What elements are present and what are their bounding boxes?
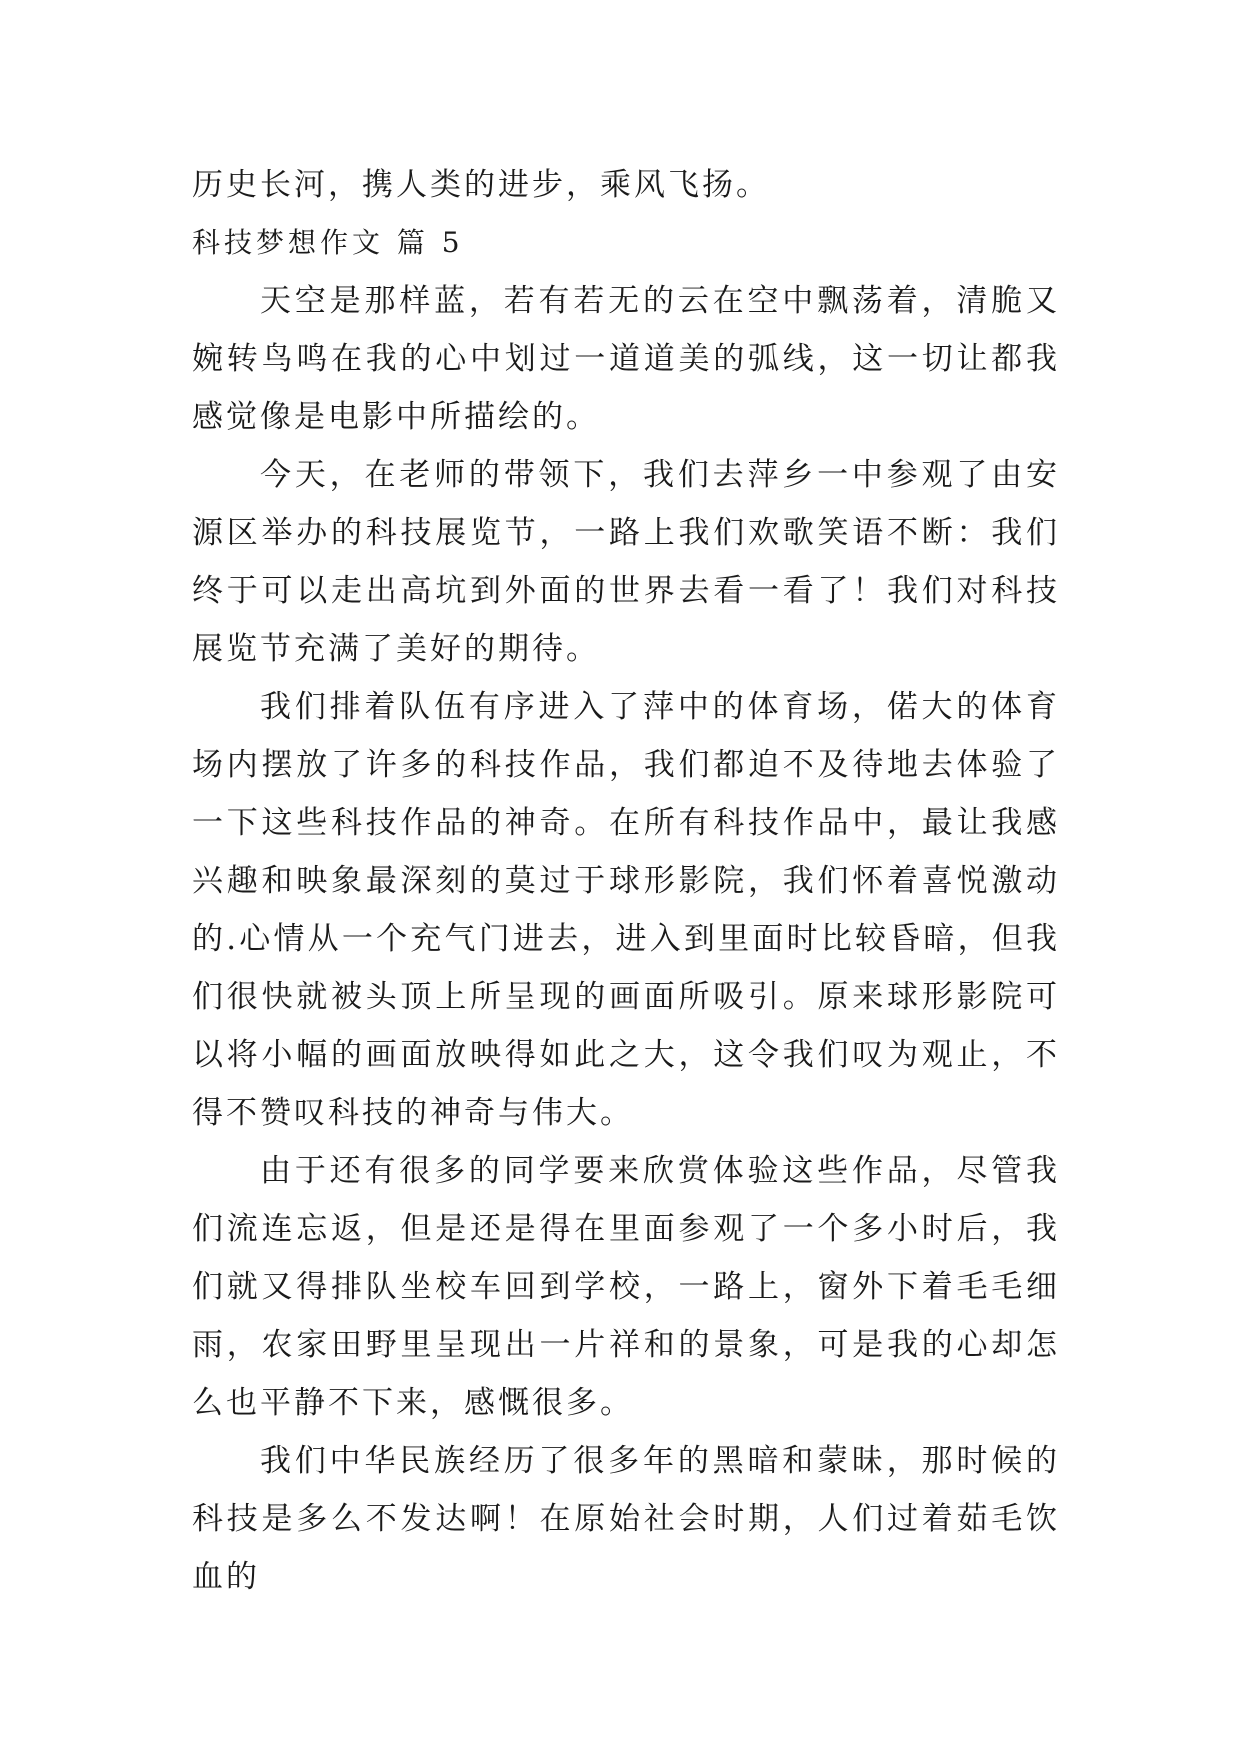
section-title: 科技梦想作文 篇 5: [192, 226, 464, 259]
paragraph-4: 由于还有很多的同学要来欣赏体验这些作品，尽管我们流连忘返，但是还是得在里面参观了一个多小时后，我们就又得排队坐校车回到学校，一路上，窗外下着毛毛细雨，农家田野里呈现出一片祥和的景象，可是我的心却怎么也平静不下来，感慨很多。: [192, 1153, 1060, 1421]
paragraph-2: 今天，在老师的带领下，我们去萍乡一中参观了由安源区举办的科技展览节，一路上我们欢歌笑语不断：我们终于可以走出高坑到外面的世界去看一看了！我们对科技展览节充满了美好的期待。: [192, 457, 1060, 667]
paragraph-5: 我们中华民族经历了很多年的黑暗和蒙昧，那时候的科技是多么不发达啊！在原始社会时期，人们过着茹毛饮血的: [192, 1443, 1060, 1595]
document-body: [192, 156, 1060, 1606]
continuation-line: 历史长河，携人类的进步，乘风飞扬。: [192, 167, 770, 203]
paragraph-1: 天空是那样蓝，若有若无的云在空中飘荡着，清脆又婉转鸟鸣在我的心中划过一道道美的弧线，这一切让都我感觉像是电影中所描绘的。: [192, 283, 1060, 435]
paragraph-3: 我们排着队伍有序进入了萍中的体育场，偌大的体育场内摆放了许多的科技作品，我们都迫不及待地去体验了一下这些科技作品的神奇。在所有科技作品中，最让我感兴趣和映象最深刻的莫过于球形影院，我们怀着喜悦激动的.心情从一个充气门进去，进入到里面时比较昏暗，但我们很快就被头顶上所呈现的画面所吸引。原来球形影院可以将小幅的画面放映得如此之大，这令我们叹为观止，不得不赞叹科技的神奇与伟大。: [192, 689, 1060, 1131]
